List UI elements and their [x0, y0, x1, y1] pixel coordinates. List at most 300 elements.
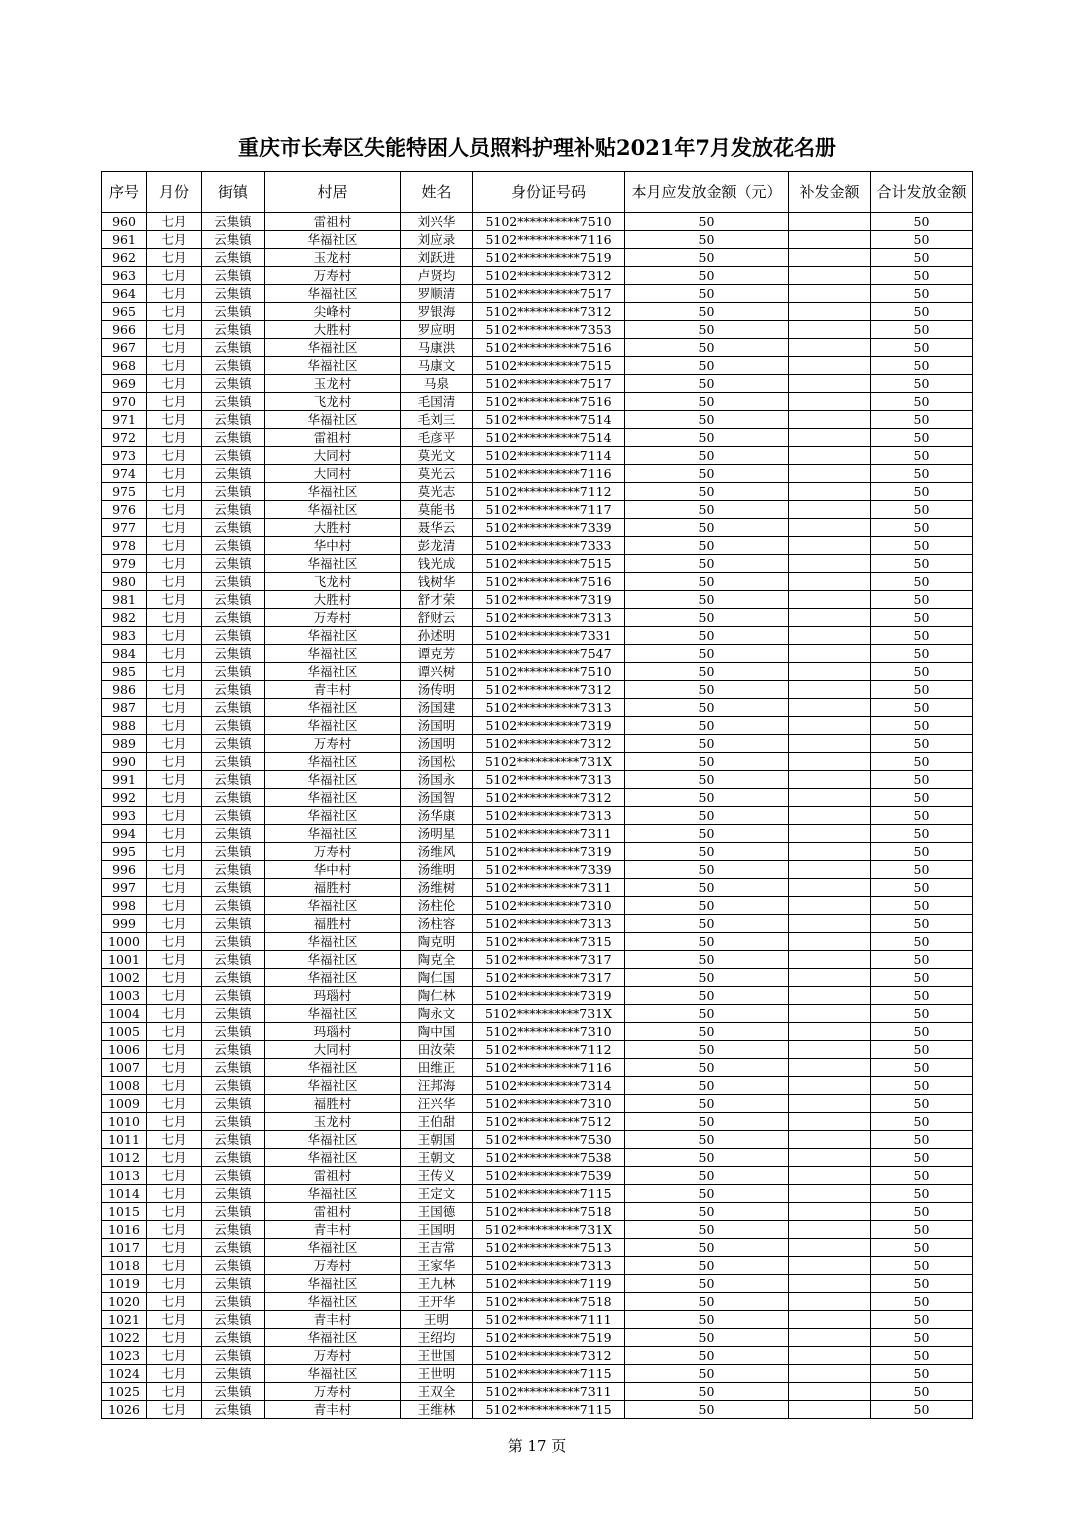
table-cell: 988: [102, 717, 147, 735]
table-cell: 1015: [102, 1203, 147, 1221]
table-cell: 七月: [147, 1167, 202, 1185]
table-cell: [789, 429, 871, 447]
table-row: [102, 681, 973, 699]
table-cell: 华福社区: [265, 411, 401, 429]
table-row: [102, 1365, 973, 1383]
table-cell: 七月: [147, 1131, 202, 1149]
table-cell: 50: [625, 1131, 789, 1149]
table-cell: 华福社区: [265, 1077, 401, 1095]
table-cell: 1024: [102, 1365, 147, 1383]
table-cell: [789, 771, 871, 789]
table-cell: 七月: [147, 537, 202, 555]
table-cell: 七月: [147, 1005, 202, 1023]
table-cell: 华福社区: [265, 357, 401, 375]
column-header: 姓名: [401, 172, 473, 213]
table-cell: 50: [625, 771, 789, 789]
table-row: [102, 1203, 973, 1221]
table-row: [102, 285, 973, 303]
table-cell: [789, 1329, 871, 1347]
table-cell: 云集镇: [202, 321, 265, 339]
table-cell: 984: [102, 645, 147, 663]
table-cell: 5102**********7317: [473, 969, 625, 987]
table-cell: [789, 1113, 871, 1131]
table-cell: [789, 447, 871, 465]
table-cell: 994: [102, 825, 147, 843]
table-cell: 云集镇: [202, 357, 265, 375]
table-cell: 990: [102, 753, 147, 771]
table-row: [102, 717, 973, 735]
table-cell: 981: [102, 591, 147, 609]
table-row: [102, 1113, 973, 1131]
table-cell: [789, 249, 871, 267]
table-cell: [789, 501, 871, 519]
table-cell: 1016: [102, 1221, 147, 1239]
table-cell: 舒财云: [401, 609, 473, 627]
table-cell: 云集镇: [202, 537, 265, 555]
table-cell: 50: [625, 591, 789, 609]
table-cell: 50: [625, 1077, 789, 1095]
table-cell: 七月: [147, 717, 202, 735]
table-cell: 大同村: [265, 447, 401, 465]
table-cell: 977: [102, 519, 147, 537]
table-cell: 969: [102, 375, 147, 393]
table-cell: 七月: [147, 1239, 202, 1257]
table-cell: 七月: [147, 933, 202, 951]
table-cell: 962: [102, 249, 147, 267]
table-cell: 5102**********7513: [473, 1239, 625, 1257]
table-cell: 50: [871, 285, 973, 303]
table-cell: 万寿村: [265, 1257, 401, 1275]
table-cell: 陶中国: [401, 1023, 473, 1041]
table-cell: 陶仁国: [401, 969, 473, 987]
table-cell: 50: [871, 609, 973, 627]
table-cell: 1025: [102, 1383, 147, 1401]
table-cell: 云集镇: [202, 1293, 265, 1311]
table-cell: 华福社区: [265, 1329, 401, 1347]
table-cell: [789, 519, 871, 537]
table-cell: 5102**********7312: [473, 303, 625, 321]
table-cell: 七月: [147, 1293, 202, 1311]
table-cell: 钱树华: [401, 573, 473, 591]
table-cell: [789, 1185, 871, 1203]
table-cell: 七月: [147, 1041, 202, 1059]
table-cell: 50: [625, 627, 789, 645]
table-cell: 5102**********7116: [473, 231, 625, 249]
table-cell: 50: [871, 1095, 973, 1113]
table-cell: 华福社区: [265, 825, 401, 843]
table-cell: 云集镇: [202, 915, 265, 933]
table-cell: 50: [871, 555, 973, 573]
table-cell: [789, 735, 871, 753]
table-cell: 刘兴华: [401, 213, 473, 231]
table-cell: 华福社区: [265, 555, 401, 573]
table-cell: 汤维风: [401, 843, 473, 861]
table-cell: 莫光云: [401, 465, 473, 483]
table-cell: 50: [871, 357, 973, 375]
table-cell: 陶仁林: [401, 987, 473, 1005]
table-cell: 莫能书: [401, 501, 473, 519]
table-cell: 华福社区: [265, 807, 401, 825]
table-cell: 田维正: [401, 1059, 473, 1077]
table-cell: 1017: [102, 1239, 147, 1257]
table-cell: 50: [871, 447, 973, 465]
table-cell: 七月: [147, 1077, 202, 1095]
table-cell: 976: [102, 501, 147, 519]
table-cell: 华福社区: [265, 699, 401, 717]
table-cell: 七月: [147, 609, 202, 627]
table-cell: 5102**********731X: [473, 753, 625, 771]
table-cell: 华福社区: [265, 969, 401, 987]
table-cell: 云集镇: [202, 861, 265, 879]
table-cell: 50: [625, 303, 789, 321]
table-row: [102, 645, 973, 663]
table-cell: 云集镇: [202, 1023, 265, 1041]
table-row: [102, 969, 973, 987]
table-row: [102, 357, 973, 375]
table-cell: [789, 825, 871, 843]
table-cell: 云集镇: [202, 447, 265, 465]
table-cell: 雷祖村: [265, 1167, 401, 1185]
table-cell: 1022: [102, 1329, 147, 1347]
table-row: [102, 1041, 973, 1059]
table-row: [102, 483, 973, 501]
table-cell: 福胜村: [265, 1095, 401, 1113]
table-cell: 50: [625, 987, 789, 1005]
table-cell: 七月: [147, 1203, 202, 1221]
table-cell: 50: [871, 735, 973, 753]
table-cell: 大胜村: [265, 591, 401, 609]
table-cell: 华福社区: [265, 897, 401, 915]
table-cell: 汪邦海: [401, 1077, 473, 1095]
table-cell: 华福社区: [265, 1365, 401, 1383]
table-cell: 1011: [102, 1131, 147, 1149]
table-row: [102, 375, 973, 393]
column-header: 身份证号码: [473, 172, 625, 213]
table-cell: 七月: [147, 429, 202, 447]
table-cell: 七月: [147, 699, 202, 717]
table-cell: 七月: [147, 879, 202, 897]
table-cell: [789, 357, 871, 375]
table-row: [102, 447, 973, 465]
table-cell: 50: [871, 645, 973, 663]
table-cell: 七月: [147, 1365, 202, 1383]
table-cell: [789, 1311, 871, 1329]
table-cell: 七月: [147, 1257, 202, 1275]
table-row: [102, 771, 973, 789]
table-cell: 云集镇: [202, 1347, 265, 1365]
table-cell: 谭兴树: [401, 663, 473, 681]
table-cell: 王朝文: [401, 1149, 473, 1167]
table-row: [102, 1239, 973, 1257]
table-cell: 七月: [147, 1095, 202, 1113]
table-cell: 汤华康: [401, 807, 473, 825]
table-cell: [789, 699, 871, 717]
table-cell: 5102**********7312: [473, 267, 625, 285]
table-cell: 七月: [147, 1329, 202, 1347]
table-cell: 50: [871, 915, 973, 933]
table-cell: 50: [625, 879, 789, 897]
table-cell: 云集镇: [202, 1275, 265, 1293]
table-cell: 福胜村: [265, 879, 401, 897]
table-cell: 50: [625, 735, 789, 753]
table-cell: [789, 897, 871, 915]
table-cell: 975: [102, 483, 147, 501]
table-cell: 50: [625, 465, 789, 483]
table-cell: 华福社区: [265, 1005, 401, 1023]
table-row: [102, 1275, 973, 1293]
table-cell: 50: [625, 1275, 789, 1293]
table-cell: 5102**********7116: [473, 1059, 625, 1077]
table-cell: 七月: [147, 213, 202, 231]
table-cell: 5102**********7510: [473, 213, 625, 231]
table-cell: 50: [871, 825, 973, 843]
table-cell: 979: [102, 555, 147, 573]
table-cell: 5102**********7331: [473, 627, 625, 645]
table-row: [102, 933, 973, 951]
column-header: 街镇: [202, 172, 265, 213]
table-cell: 974: [102, 465, 147, 483]
table-row: [102, 699, 973, 717]
table-cell: 50: [871, 699, 973, 717]
table-cell: 50: [625, 933, 789, 951]
table-cell: 华福社区: [265, 717, 401, 735]
table-cell: 1001: [102, 951, 147, 969]
table-row: [102, 1221, 973, 1239]
table-cell: 汤维树: [401, 879, 473, 897]
table-row: [102, 1023, 973, 1041]
table-cell: 华福社区: [265, 627, 401, 645]
table-cell: [789, 1347, 871, 1365]
table-cell: 50: [625, 1023, 789, 1041]
table-cell: 万寿村: [265, 609, 401, 627]
table-cell: 云集镇: [202, 1383, 265, 1401]
table-cell: 960: [102, 213, 147, 231]
table-cell: 50: [871, 321, 973, 339]
table-cell: 5102**********7313: [473, 771, 625, 789]
table-cell: 5102**********7517: [473, 285, 625, 303]
table-row: [102, 519, 973, 537]
table-row: [102, 663, 973, 681]
table-cell: 5102**********7339: [473, 861, 625, 879]
table-cell: 七月: [147, 321, 202, 339]
table-cell: 5102**********7333: [473, 537, 625, 555]
table-row: [102, 1257, 973, 1275]
table-cell: 七月: [147, 285, 202, 303]
table-cell: 王开华: [401, 1293, 473, 1311]
table-cell: 马康洪: [401, 339, 473, 357]
table-cell: 玛瑙村: [265, 1023, 401, 1041]
table-cell: 5102**********7317: [473, 951, 625, 969]
table-cell: 50: [625, 861, 789, 879]
table-cell: 5102**********7514: [473, 411, 625, 429]
table-cell: 50: [625, 1383, 789, 1401]
table-row: [102, 1293, 973, 1311]
table-cell: 5102**********7516: [473, 393, 625, 411]
table-cell: 50: [871, 897, 973, 915]
table-row: [102, 303, 973, 321]
table-cell: 50: [625, 1149, 789, 1167]
table-cell: 1012: [102, 1149, 147, 1167]
column-header: 月份: [147, 172, 202, 213]
table-cell: 云集镇: [202, 789, 265, 807]
table-cell: 七月: [147, 915, 202, 933]
table-cell: [789, 1401, 871, 1419]
table-cell: 陶克全: [401, 951, 473, 969]
table-row: [102, 1005, 973, 1023]
table-cell: 50: [871, 1185, 973, 1203]
table-cell: 50: [871, 1131, 973, 1149]
table-cell: 5102**********7312: [473, 789, 625, 807]
table-cell: 华福社区: [265, 645, 401, 663]
table-cell: 七月: [147, 771, 202, 789]
table-cell: [789, 411, 871, 429]
table-cell: 50: [625, 1329, 789, 1347]
table-cell: 王国德: [401, 1203, 473, 1221]
table-cell: 七月: [147, 555, 202, 573]
table-cell: 5102**********7114: [473, 447, 625, 465]
table-cell: 1005: [102, 1023, 147, 1041]
table-row: [102, 249, 973, 267]
table-cell: 5102**********7519: [473, 1329, 625, 1347]
table-cell: [789, 1005, 871, 1023]
table-cell: 雷祖村: [265, 429, 401, 447]
table-cell: 七月: [147, 843, 202, 861]
page-number: 第 17 页: [507, 1437, 567, 1455]
table-cell: [789, 1365, 871, 1383]
table-cell: [789, 1059, 871, 1077]
table-row: [102, 879, 973, 897]
table-cell: 华福社区: [265, 339, 401, 357]
table-cell: 50: [871, 267, 973, 285]
table-cell: 50: [625, 825, 789, 843]
table-cell: 七月: [147, 465, 202, 483]
table-cell: 七月: [147, 987, 202, 1005]
table-cell: 965: [102, 303, 147, 321]
table-cell: 云集镇: [202, 645, 265, 663]
table-cell: 云集镇: [202, 411, 265, 429]
table-cell: 云集镇: [202, 591, 265, 609]
table-cell: 5102**********7116: [473, 465, 625, 483]
table-cell: 5102**********7319: [473, 843, 625, 861]
table-cell: [789, 969, 871, 987]
table-cell: 华福社区: [265, 933, 401, 951]
table-cell: [789, 1293, 871, 1311]
table-cell: 七月: [147, 483, 202, 501]
table-cell: 50: [625, 1239, 789, 1257]
table-cell: 云集镇: [202, 339, 265, 357]
table-cell: 七月: [147, 1347, 202, 1365]
table-cell: 云集镇: [202, 627, 265, 645]
table-cell: 汤国永: [401, 771, 473, 789]
table-cell: 50: [871, 1311, 973, 1329]
table-cell: 5102**********7510: [473, 663, 625, 681]
table-cell: 50: [625, 393, 789, 411]
table-cell: 50: [625, 609, 789, 627]
table-cell: 50: [871, 393, 973, 411]
table-cell: 50: [625, 1167, 789, 1185]
table-cell: 云集镇: [202, 681, 265, 699]
table-cell: [789, 789, 871, 807]
table-cell: 5102**********7538: [473, 1149, 625, 1167]
table-row: [102, 231, 973, 249]
table-cell: 云集镇: [202, 483, 265, 501]
table-cell: 陶永文: [401, 1005, 473, 1023]
table-cell: 云集镇: [202, 1329, 265, 1347]
table-cell: 970: [102, 393, 147, 411]
table-cell: [789, 591, 871, 609]
table-cell: 978: [102, 537, 147, 555]
table-cell: 云集镇: [202, 933, 265, 951]
table-cell: 青丰村: [265, 1311, 401, 1329]
table-cell: 卢贤均: [401, 267, 473, 285]
table-cell: 991: [102, 771, 147, 789]
table-cell: 云集镇: [202, 213, 265, 231]
table-cell: 50: [625, 483, 789, 501]
table-cell: 云集镇: [202, 1203, 265, 1221]
table-cell: 毛国清: [401, 393, 473, 411]
table-cell: 50: [625, 951, 789, 969]
table-cell: 七月: [147, 807, 202, 825]
table-cell: 飞龙村: [265, 573, 401, 591]
table-cell: 七月: [147, 573, 202, 591]
table-cell: 罗应明: [401, 321, 473, 339]
table-cell: 50: [625, 339, 789, 357]
table-row: [102, 1077, 973, 1095]
table-cell: 汤国智: [401, 789, 473, 807]
table-cell: 995: [102, 843, 147, 861]
table-cell: [789, 339, 871, 357]
table-cell: 云集镇: [202, 969, 265, 987]
table-cell: 云集镇: [202, 285, 265, 303]
table-cell: 50: [871, 1041, 973, 1059]
table-cell: 七月: [147, 1113, 202, 1131]
table-cell: 聂华云: [401, 519, 473, 537]
table-cell: 5102**********7313: [473, 1257, 625, 1275]
table-cell: 50: [625, 1203, 789, 1221]
table-cell: 刘跃进: [401, 249, 473, 267]
table-cell: 华福社区: [265, 1275, 401, 1293]
table-cell: 汪兴华: [401, 1095, 473, 1113]
table-cell: 5102**********7518: [473, 1203, 625, 1221]
table-cell: 1000: [102, 933, 147, 951]
table-cell: 大胜村: [265, 321, 401, 339]
table-row: [102, 951, 973, 969]
table-cell: 云集镇: [202, 1239, 265, 1257]
table-cell: 50: [625, 681, 789, 699]
table-cell: [789, 1077, 871, 1095]
table-cell: 987: [102, 699, 147, 717]
table-cell: 50: [871, 969, 973, 987]
table-cell: 王伯甜: [401, 1113, 473, 1131]
table-cell: 50: [871, 1167, 973, 1185]
table-cell: 1018: [102, 1257, 147, 1275]
table-cell: 982: [102, 609, 147, 627]
table-cell: 5102**********731X: [473, 1221, 625, 1239]
table-cell: 50: [871, 429, 973, 447]
table-cell: 50: [871, 213, 973, 231]
table-cell: 云集镇: [202, 1311, 265, 1329]
table-cell: 1010: [102, 1113, 147, 1131]
table-cell: 50: [871, 1401, 973, 1419]
table-cell: 50: [871, 717, 973, 735]
table-cell: 5102**********7339: [473, 519, 625, 537]
table-cell: 云集镇: [202, 879, 265, 897]
table-cell: 5102**********7539: [473, 1167, 625, 1185]
table-cell: 5102**********7516: [473, 339, 625, 357]
table-cell: 莫光文: [401, 447, 473, 465]
table-cell: 刘应录: [401, 231, 473, 249]
table-cell: 50: [871, 573, 973, 591]
